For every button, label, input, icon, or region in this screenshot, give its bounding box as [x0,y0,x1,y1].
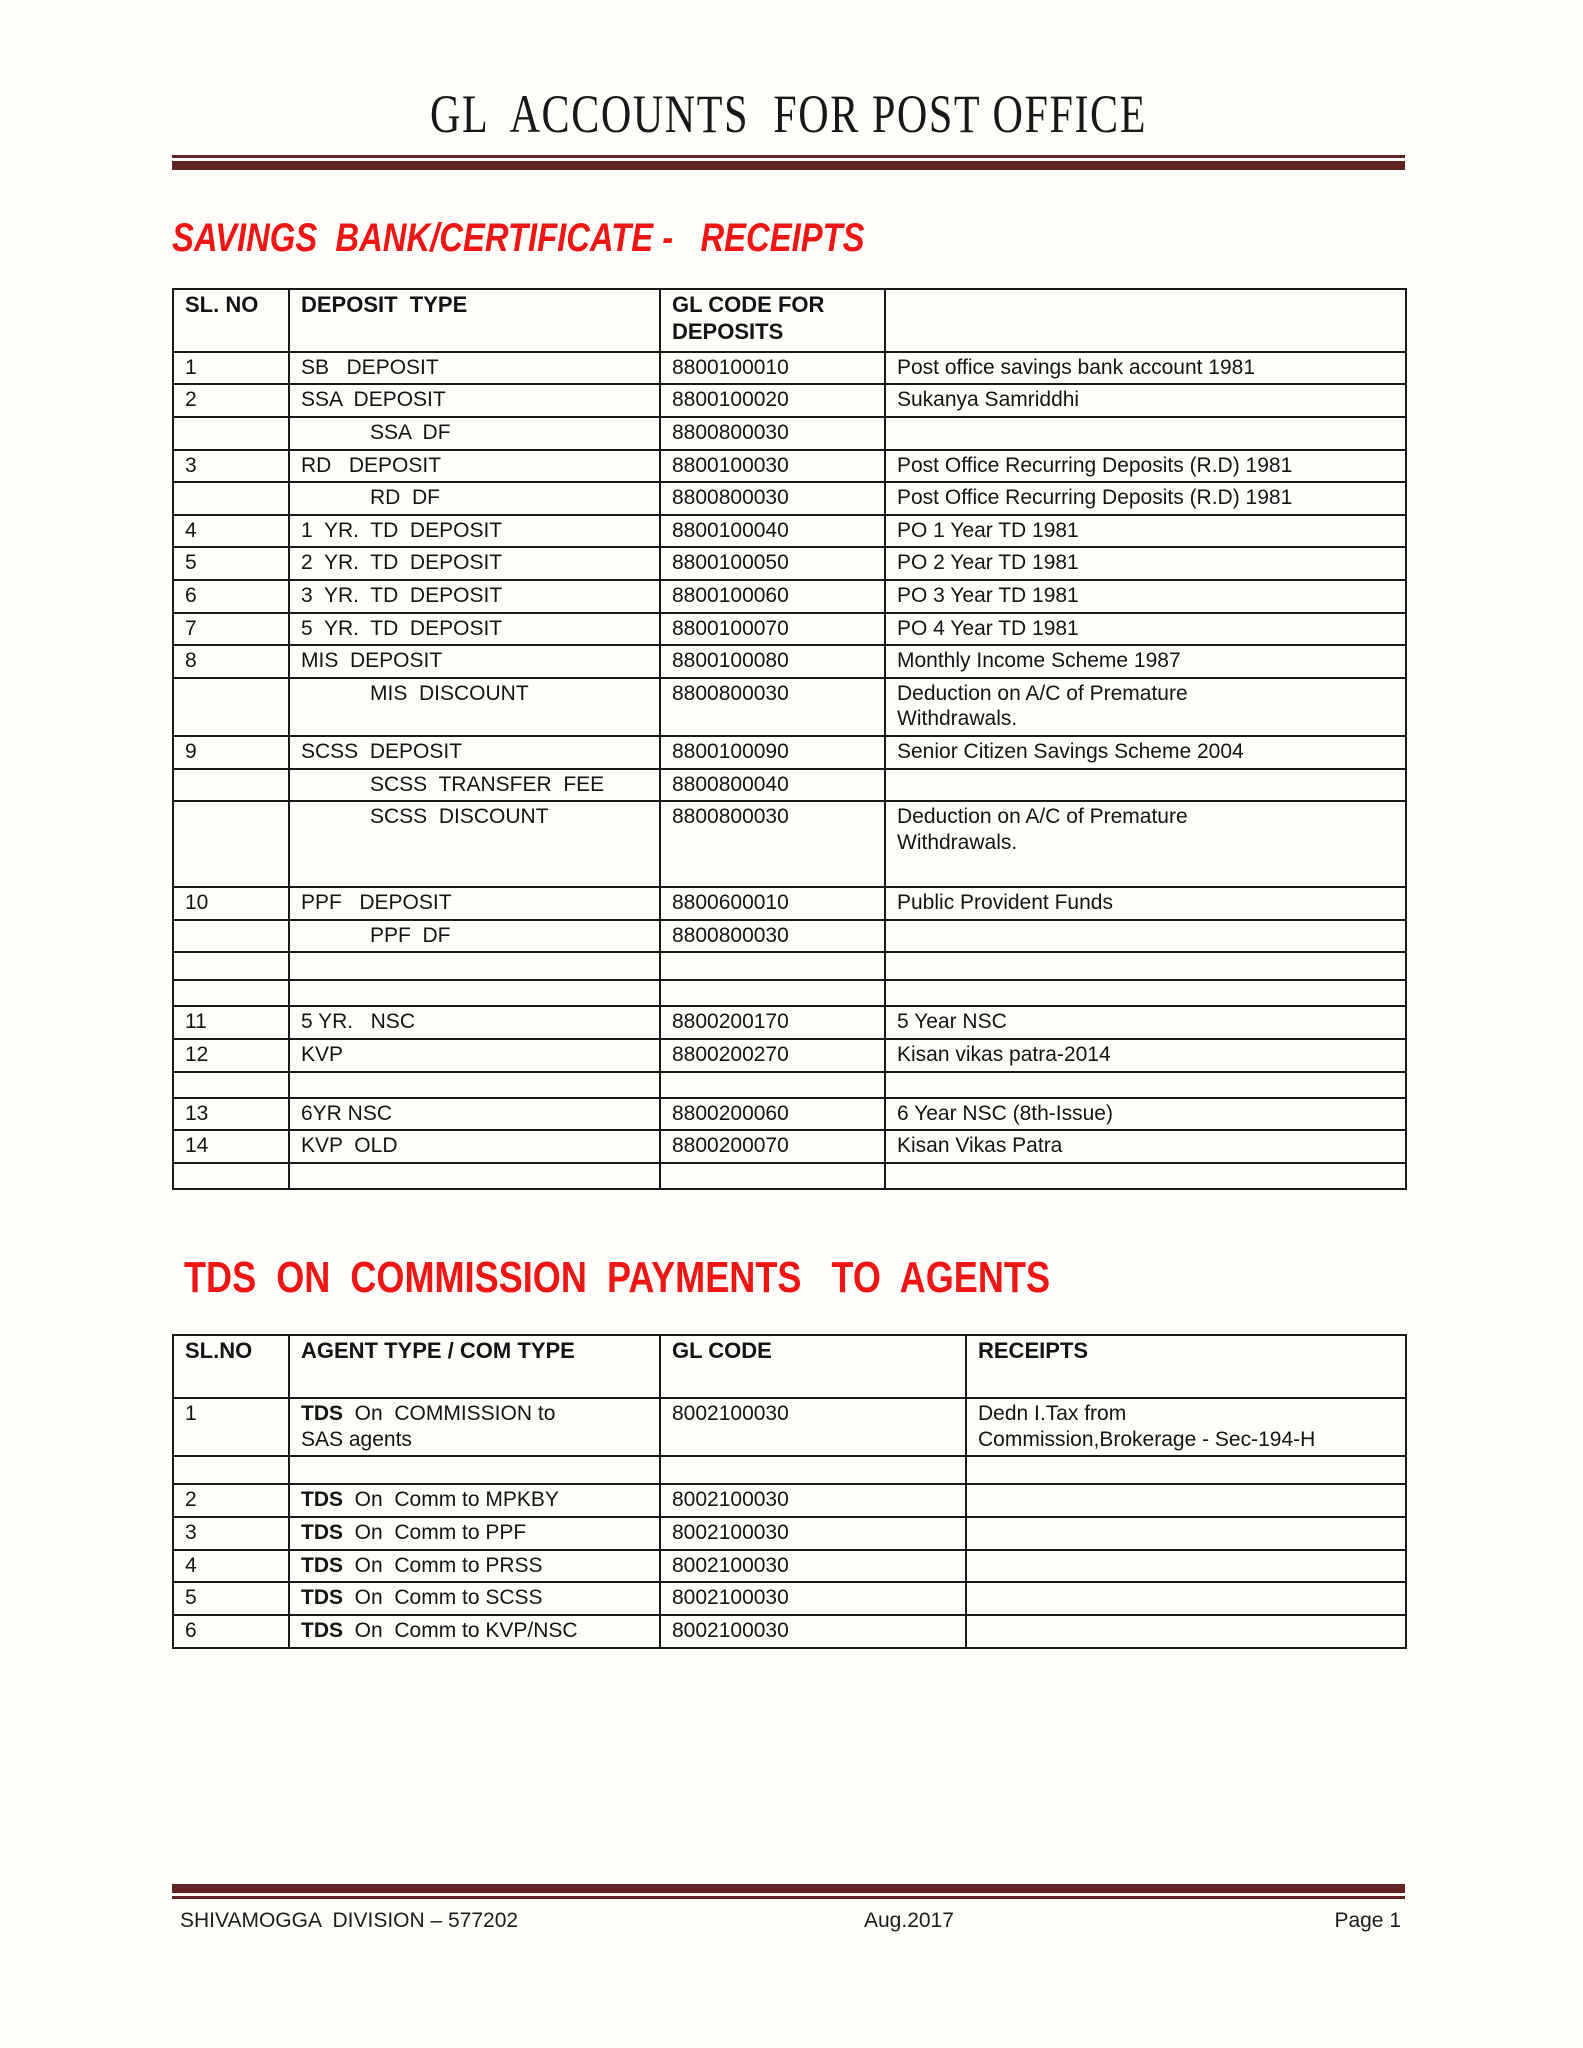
table-cell: TDS On Comm to SCSS [289,1582,660,1615]
table-cell: 8800800030 [660,678,885,736]
table-cell [173,482,289,515]
table-row [173,1550,1406,1583]
table-row [173,1163,1406,1189]
table-cell [289,1163,660,1189]
table-cell: Post Office Recurring Deposits (R.D) 1981 [885,482,1406,515]
table-cell: 12 [173,1039,289,1072]
table-cell: MIS DISCOUNT [289,678,660,736]
table-cell [173,801,289,887]
column-header [885,289,1406,352]
table-cell: 5 YR. TD DEPOSIT [289,613,660,646]
table-row [173,482,1406,515]
table-cell: 8800100040 [660,515,885,548]
table-row [173,352,1406,385]
table-row [173,980,1406,1006]
table-cell: Monthly Income Scheme 1987 [885,645,1406,678]
section-heading-savings-bank: SAVINGS BANK/CERTIFICATE - RECEIPTS [172,215,865,260]
table-cell: 13 [173,1098,289,1131]
title-divider-thin-line [172,155,1405,158]
document-content [172,0,1405,1649]
table-cell [289,1072,660,1098]
table-cell: 8800100020 [660,384,885,417]
page-title: GL ACCOUNTS FOR POST OFFICE [430,84,1147,144]
table-row [173,1398,1406,1456]
table-cell: 8800800030 [660,920,885,953]
section-heading-tds-commission: TDS ON COMMISSION PAYMENTS TO AGENTS [184,1252,1051,1302]
table-row [173,887,1406,920]
table-cell [660,1163,885,1189]
table-cell [966,1550,1406,1583]
table-cell [289,952,660,980]
table-row [173,384,1406,417]
column-header: DEPOSIT TYPE [289,289,660,352]
table-cell: 8800600010 [660,887,885,920]
table-cell: 8002100030 [660,1484,966,1517]
table-cell [660,980,885,1006]
table-cell [173,678,289,736]
table-row [173,1615,1406,1648]
table-cell: 8800100070 [660,613,885,646]
table-cell [966,1456,1406,1484]
table-row [173,1006,1406,1039]
table-cell: 1 [173,1398,289,1456]
table-cell [660,952,885,980]
table-cell: 8800200070 [660,1130,885,1163]
table-cell: 2 [173,384,289,417]
table-cell [885,1072,1406,1098]
table-cell: Post Office Recurring Deposits (R.D) 1981 [885,450,1406,483]
table-cell: TDS On Comm to PPF [289,1517,660,1550]
table-cell: SSA DEPOSIT [289,384,660,417]
table-row [173,417,1406,450]
table-cell: 11 [173,1006,289,1039]
table-row [173,736,1406,769]
table-row [173,1582,1406,1615]
table-row [173,1456,1406,1484]
table-cell: Sukanya Samriddhi [885,384,1406,417]
table-cell [885,769,1406,802]
table-cell: 8800200170 [660,1006,885,1039]
page-footer [172,1884,1405,1937]
table-cell: 8002100030 [660,1517,966,1550]
table-row [173,1098,1406,1131]
table-cell: Kisan Vikas Patra [885,1130,1406,1163]
table-row [173,515,1406,548]
table-cell: 4 [173,1550,289,1583]
table-cell: 3 YR. TD DEPOSIT [289,580,660,613]
table-cell: 8800800030 [660,417,885,450]
tds-agents-table [172,1334,1407,1648]
table-cell [660,1456,966,1484]
table-cell: 8800800030 [660,482,885,515]
table-cell [885,920,1406,953]
table-cell: 6 [173,1615,289,1648]
table-cell: 6 Year NSC (8th-Issue) [885,1098,1406,1131]
column-header: SL.NO [173,1335,289,1398]
table-row [173,920,1406,953]
table-cell: 1 [173,352,289,385]
table-row [173,1484,1406,1517]
table-cell [966,1484,1406,1517]
table-row [173,450,1406,483]
table-cell: 6YR NSC [289,1098,660,1131]
table-cell: 4 [173,515,289,548]
table-cell: RD DF [289,482,660,515]
column-header: SL. NO [173,289,289,352]
table-cell: SCSS TRANSFER FEE [289,769,660,802]
table-cell: TDS On COMMISSION to SAS agents [289,1398,660,1456]
table-cell: SCSS DEPOSIT [289,736,660,769]
table-cell: Deduction on A/C of Premature Withdrawals. [885,801,1406,887]
table-cell: 8800100060 [660,580,885,613]
footer-division: SHIVAMOGGA DIVISION – 577202 [180,1909,519,1932]
table-cell: 8800100030 [660,450,885,483]
table-cell: 5 YR. NSC [289,1006,660,1039]
footer-page-number: Page 1 [1334,1909,1401,1932]
header-row [173,1335,1406,1398]
table-cell: SSA DF [289,417,660,450]
table-cell: 8002100030 [660,1615,966,1648]
table-cell: 14 [173,1130,289,1163]
table-cell: 8002100030 [660,1398,966,1456]
table-cell: PO 3 Year TD 1981 [885,580,1406,613]
table-cell: 8800100010 [660,352,885,385]
table-cell: KVP [289,1039,660,1072]
table-cell: 5 [173,1582,289,1615]
table-row [173,645,1406,678]
title-divider [172,155,1405,170]
table-cell: Post office savings bank account 1981 [885,352,1406,385]
table-row [173,613,1406,646]
table-cell: Deduction on A/C of Premature Withdrawals. [885,678,1406,736]
footer-text-row [172,1909,1405,1937]
table-cell: 8800100090 [660,736,885,769]
table-cell [173,952,289,980]
table-row [173,769,1406,802]
table-cell: 8002100030 [660,1550,966,1583]
table-cell: KVP OLD [289,1130,660,1163]
table-cell [966,1615,1406,1648]
table-row [173,1039,1406,1072]
table-row [173,1072,1406,1098]
table-row [173,952,1406,980]
title-divider-thick-bar [172,161,1405,170]
table-cell: 8800200060 [660,1098,885,1131]
table-cell: 5 [173,547,289,580]
table-cell [885,980,1406,1006]
footer-divider-thin-line [172,1896,1405,1899]
table-cell: PO 1 Year TD 1981 [885,515,1406,548]
table-row [173,678,1406,736]
table-cell: 3 [173,1517,289,1550]
table-cell: MIS DEPOSIT [289,645,660,678]
table-cell: 1 YR. TD DEPOSIT [289,515,660,548]
table-row [173,1130,1406,1163]
table-cell: TDS On Comm to PRSS [289,1550,660,1583]
column-header: GL CODE [660,1335,966,1398]
table-cell: Public Provident Funds [885,887,1406,920]
table-row [173,547,1406,580]
table-cell: 7 [173,613,289,646]
table-cell: 8002100030 [660,1582,966,1615]
table-row [173,580,1406,613]
table-cell: 5 Year NSC [885,1006,1406,1039]
header-row [173,289,1406,352]
footer-divider-thick-bar [172,1884,1405,1893]
column-header: AGENT TYPE / COM TYPE [289,1335,660,1398]
table-cell [173,769,289,802]
table-cell: TDS On Comm to KVP/NSC [289,1615,660,1648]
table-cell [885,417,1406,450]
column-header: GL CODE FOR DEPOSITS [660,289,885,352]
table-cell: PPF DF [289,920,660,953]
table-cell: Senior Citizen Savings Scheme 2004 [885,736,1406,769]
table-cell: 8800800030 [660,801,885,887]
table-cell: RD DEPOSIT [289,450,660,483]
table-cell: TDS On Comm to MPKBY [289,1484,660,1517]
table-cell [173,980,289,1006]
table-cell: 3 [173,450,289,483]
table-cell [885,1163,1406,1189]
table-cell [885,952,1406,980]
table-cell [173,1456,289,1484]
table-cell: 8 [173,645,289,678]
table-cell [660,1072,885,1098]
table-cell: Dedn I.Tax from Commission,Brokerage - Sec-194-H [966,1398,1406,1456]
table-cell: SCSS DISCOUNT [289,801,660,887]
table-cell: 6 [173,580,289,613]
table-cell [289,980,660,1006]
table-cell [289,1456,660,1484]
table-cell [173,1163,289,1189]
table-cell [966,1582,1406,1615]
table-cell: PO 2 Year TD 1981 [885,547,1406,580]
table-row [173,801,1406,887]
column-header: RECEIPTS [966,1335,1406,1398]
footer-date: Aug.2017 [864,1909,954,1932]
table-cell: 10 [173,887,289,920]
table-cell: 2 [173,1484,289,1517]
table-cell: 2 YR. TD DEPOSIT [289,547,660,580]
table-cell: 8800200270 [660,1039,885,1072]
table-cell: 8800800040 [660,769,885,802]
table-cell [966,1517,1406,1550]
table-cell [173,920,289,953]
table-cell: 8800100050 [660,547,885,580]
table-row [173,1517,1406,1550]
table-cell: PO 4 Year TD 1981 [885,613,1406,646]
deposits-table [172,288,1407,1190]
table-cell: 8800100080 [660,645,885,678]
table-cell [173,1072,289,1098]
table-cell: 9 [173,736,289,769]
table-cell: Kisan vikas patra-2014 [885,1039,1406,1072]
table-cell: SB DEPOSIT [289,352,660,385]
table-cell [173,417,289,450]
table-cell: PPF DEPOSIT [289,887,660,920]
